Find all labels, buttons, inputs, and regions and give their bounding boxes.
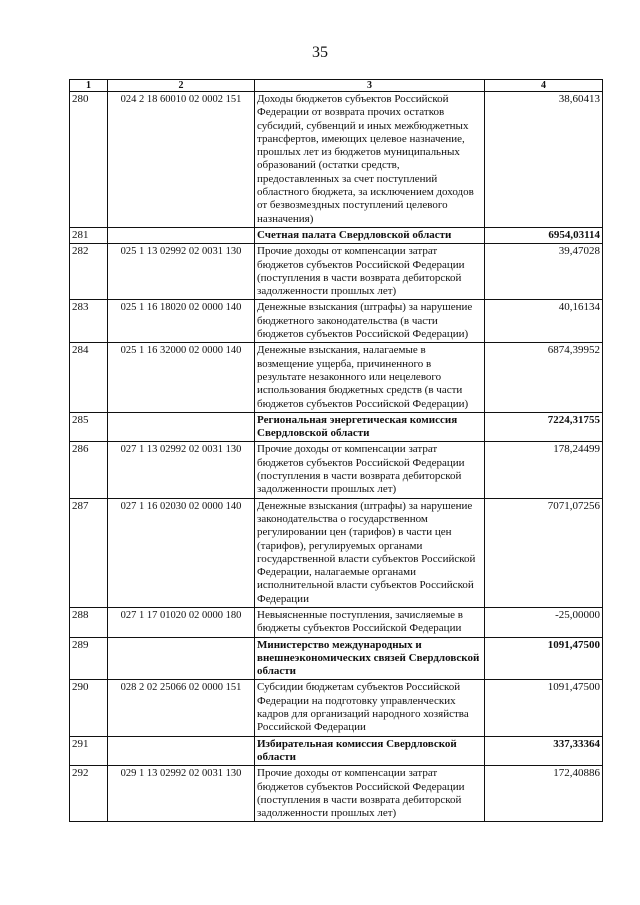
revenue-table bbox=[69, 79, 603, 822]
row-number: 287 bbox=[70, 498, 108, 607]
row-number: 285 bbox=[70, 412, 108, 442]
revenue-description: Невыясненные поступления, зачисляемые в бюджеты субъектов Российской Федерации bbox=[255, 607, 485, 637]
table-row bbox=[70, 442, 603, 498]
revenue-description: Избирательная комиссия Свердловской области bbox=[255, 736, 485, 766]
column-header-2: 2 bbox=[108, 80, 255, 92]
row-number: 283 bbox=[70, 300, 108, 343]
classification-code bbox=[108, 736, 255, 766]
revenue-description: Прочие доходы от компенсации затрат бюджетов субъектов Российской Федерации (поступления в части возврата дебиторской задолженности прошлых лет) bbox=[255, 766, 485, 822]
revenue-description: Прочие доходы от компенсации затрат бюджетов субъектов Российской Федерации (поступления в части возврата дебиторской задолженности прошлых лет) bbox=[255, 442, 485, 498]
classification-code bbox=[108, 227, 255, 243]
classification-code bbox=[108, 412, 255, 442]
column-header-1: 1 bbox=[70, 80, 108, 92]
amount-value: 1091,47500 bbox=[485, 637, 603, 680]
row-number: 286 bbox=[70, 442, 108, 498]
revenue-description: Прочие доходы от компенсации затрат бюджетов субъектов Российской Федерации (поступления в части возврата дебиторской задолженности прошлых лет) bbox=[255, 244, 485, 300]
table-row bbox=[70, 244, 603, 300]
amount-value: 337,33364 bbox=[485, 736, 603, 766]
table-row bbox=[70, 300, 603, 343]
row-number: 282 bbox=[70, 244, 108, 300]
column-header-3: 3 bbox=[255, 80, 485, 92]
classification-code: 027 1 17 01020 02 0000 180 bbox=[108, 607, 255, 637]
classification-code: 028 2 02 25066 02 0000 151 bbox=[108, 680, 255, 736]
row-number: 289 bbox=[70, 637, 108, 680]
table-header bbox=[70, 80, 603, 92]
amount-value: 7224,31755 bbox=[485, 412, 603, 442]
amount-value: 7071,07256 bbox=[485, 498, 603, 607]
amount-value: 40,16134 bbox=[485, 300, 603, 343]
table-row bbox=[70, 736, 603, 766]
table-row bbox=[70, 498, 603, 607]
amount-value: 39,47028 bbox=[485, 244, 603, 300]
amount-value: 38,60413 bbox=[485, 92, 603, 228]
classification-code: 029 1 13 02992 02 0031 130 bbox=[108, 766, 255, 822]
revenue-description: Субсидии бюджетам субъектов Российской Федерации на подготовку управленческих кадров для организаций народного хозяйства Российской Федерации bbox=[255, 680, 485, 736]
row-number: 284 bbox=[70, 343, 108, 412]
table-row bbox=[70, 412, 603, 442]
table-row bbox=[70, 766, 603, 822]
classification-code: 024 2 18 60010 02 0002 151 bbox=[108, 92, 255, 228]
amount-value: -25,00000 bbox=[485, 607, 603, 637]
revenue-description: Доходы бюджетов субъектов Российской Федерации от возврата прочих остатков субсидий, субвенций и иных межбюджетных трансфертов, имеющих целевое назначение, прошлых лет из бюджетов муниципальных образований (остатки средств, предоставленных за счет поступлений областного бюджета, за исключением доходов от безвозмездных поступлений целевого назначения) bbox=[255, 92, 485, 228]
classification-code bbox=[108, 637, 255, 680]
column-header-4: 4 bbox=[485, 80, 603, 92]
amount-value: 6954,03114 bbox=[485, 227, 603, 243]
amount-value: 178,24499 bbox=[485, 442, 603, 498]
revenue-description: Денежные взыскания (штрафы) за нарушение бюджетного законодательства (в части бюджетов субъектов Российской Федерации) bbox=[255, 300, 485, 343]
row-number: 280 bbox=[70, 92, 108, 228]
revenue-description: Денежные взыскания, налагаемые в возмещение ущерба, причиненного в результате незаконного или нецелевого использования бюджетных средств (в части бюджетов субъектов Российской Федерации) bbox=[255, 343, 485, 412]
table-row bbox=[70, 227, 603, 243]
classification-code: 025 1 13 02992 02 0031 130 bbox=[108, 244, 255, 300]
classification-code: 025 1 16 32000 02 0000 140 bbox=[108, 343, 255, 412]
revenue-description: Министерство международных и внешнеэкономических связей Свердловской области bbox=[255, 637, 485, 680]
revenue-description: Региональная энергетическая комиссия Свердловской области bbox=[255, 412, 485, 442]
revenue-description: Счетная палата Свердловской области bbox=[255, 227, 485, 243]
classification-code: 027 1 13 02992 02 0031 130 bbox=[108, 442, 255, 498]
amount-value: 1091,47500 bbox=[485, 680, 603, 736]
page-number: 35 bbox=[312, 44, 328, 61]
table-body bbox=[70, 92, 603, 822]
row-number: 292 bbox=[70, 766, 108, 822]
table-row bbox=[70, 680, 603, 736]
table-row bbox=[70, 607, 603, 637]
table-row bbox=[70, 92, 603, 228]
table-row bbox=[70, 637, 603, 680]
row-number: 288 bbox=[70, 607, 108, 637]
revenue-description: Денежные взыскания (штрафы) за нарушение законодательства о государственном регулировании цен (тарифов) в части цен (тарифов), регулируемых органами государственной власти субъектов Российской Федерации, налагаемые органами исполнительной власти субъектов Российской Федерации bbox=[255, 498, 485, 607]
row-number: 290 bbox=[70, 680, 108, 736]
row-number: 281 bbox=[70, 227, 108, 243]
amount-value: 6874,39952 bbox=[485, 343, 603, 412]
classification-code: 025 1 16 18020 02 0000 140 bbox=[108, 300, 255, 343]
table-row bbox=[70, 343, 603, 412]
classification-code: 027 1 16 02030 02 0000 140 bbox=[108, 498, 255, 607]
amount-value: 172,40886 bbox=[485, 766, 603, 822]
row-number: 291 bbox=[70, 736, 108, 766]
